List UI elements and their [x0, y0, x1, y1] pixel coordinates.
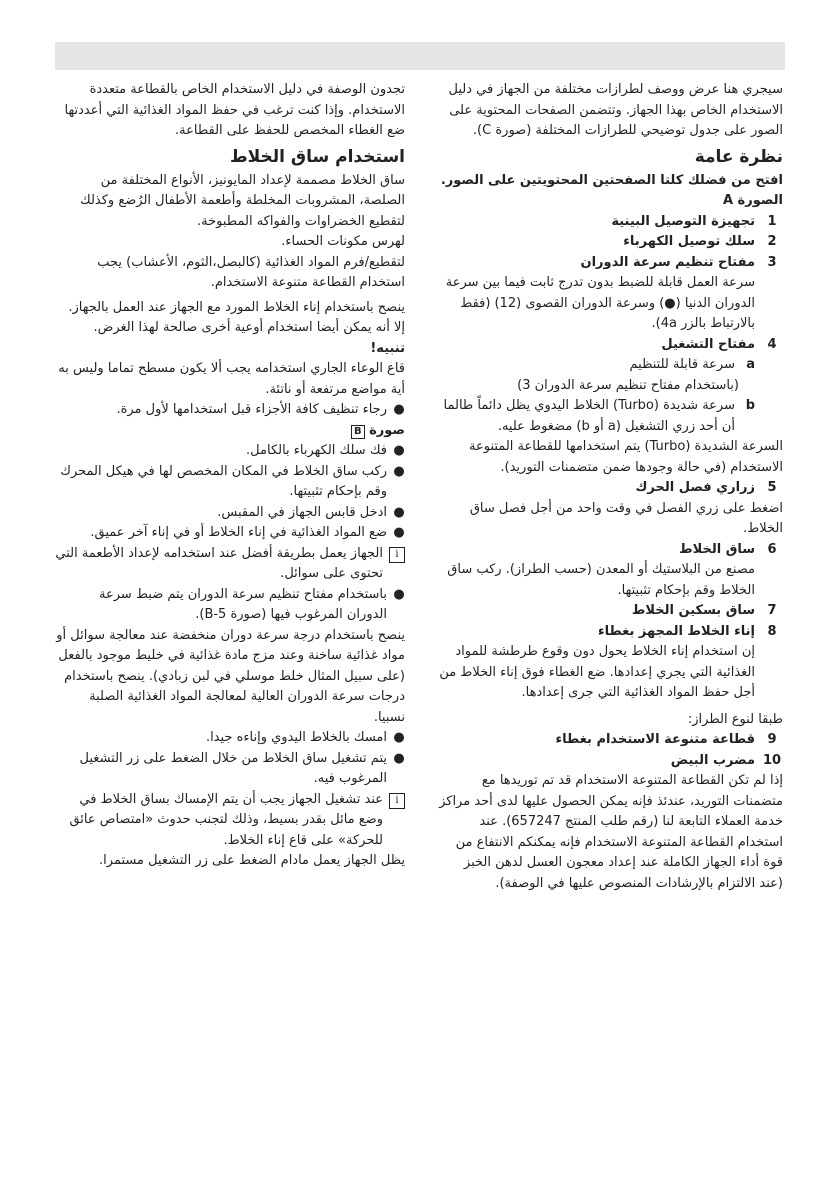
item-description: إن استخدام إناء الخلاط يحول دون وقوع طرطشة للمواد الغذائية التي يجري إعدادها. ضع الغطاء فوق إناء الخلاط من أجل حفظ المواد الغذائية التي جرى إعدادها. [439, 644, 755, 700]
list-item: 2 سلك توصيل الكهرباء [623, 234, 777, 249]
sub-item-note: (باستخدام مفتاح تنظيم سرعة الدوران 3) [517, 377, 739, 393]
list-item: 9 قطاعة متنوعة الاستخدام بغطاء [555, 732, 777, 747]
header-bar [55, 42, 785, 70]
figure-label: الصورة A [722, 193, 783, 208]
list-item: 10 مضرب البيض [670, 752, 782, 768]
warning-title: تنبيه! [370, 340, 405, 356]
info-icon: i [389, 547, 405, 563]
list-item: 4 مفتاح التشغيل [661, 336, 777, 352]
list-item: ● يتم تشغيل ساق الخلاط من خلال الضغط على زر التشغيل المرغوب فيه. [79, 750, 405, 786]
item-description: مصنع من البلاستيك أو المعدن (حسب الطراز). ركب ساق الخلاط وقم بإحكام تثبيتها. [447, 562, 755, 598]
outro-paragraph: إذا لم تكن القطاعة المتنوعة الاستخدام قد تم توريدها مع متضمنات التوريد، عندئذ فإنه يمكن الحصول عليها لدى أحد مراكز خدمة العملاء التابعة لنا (رقم طلب المنتج 657247). عند استخدام القطاعة المتنوعة الاستخدام فإنه يمكنكم الانتفاع من قوة أداء الجهاز الكاملة عند إعداد معجون العسل لدهن الخبز (عند الالتزام بالإرشادات المنصوص عليها في الوصفة). [439, 773, 783, 891]
list-item: 3 مفتاح تنظيم سرعة الدوران [580, 254, 777, 270]
list-item: ● ضع المواد الغذائية في إناء الخلاط أو في إناء آخر عميق. [90, 525, 405, 540]
paragraph: لتقطيع/فرم المواد الغذائية (كالبصل،الثوم، الأعشاب) يجب استخدام القطاعة متنوعة الاستخدام. [97, 254, 405, 290]
item-description: سرعة العمل قابلة للضبط بدون تدرج ثابت فيما بين سرعة الدوران الدنيا (●) وسرعة الدوران القصوى (12) (فقط بالارتباط بالزر 4a). [445, 275, 755, 331]
list-item: ● باستخدام مفتاح تنظيم سرعة الدوران يتم ضبط سرعة الدوران المرغوب فيها (صورة B-5). [99, 586, 405, 622]
right-column [438, 80, 783, 894]
paragraph: ينصح باستخدام إناء الخلاط المورد مع الجهاز عند العمل بالجهاز. إلا أنه يمكن أيضا استخدام أوعية أخرى صالحة لهذا الغرض. [68, 299, 405, 335]
left-column [55, 80, 405, 872]
list-item: 5 زراري فصل الحرك [635, 480, 777, 495]
list-item: 1 تجهيزة التوصيل البينية [611, 213, 777, 229]
info-icon: i [389, 793, 405, 809]
by-model-label: طبقا لنوع الطراز: [687, 711, 783, 727]
figure-label: صورة B [55, 421, 405, 442]
list-item: 7 ساق بسكين الخلاط [631, 603, 777, 618]
info-note: i عند تشغيل الجهاز يجب أن يتم الإمساك بساق الخلاط في وضع مائل بقدر بسيط، وذلك لتجنب حدوث «امتصاص عائق للحركة» على قاع إناء الخلاط. [55, 790, 405, 852]
list-item: ● رجاء تنظيف كافة الأجزاء قبل استخدامها لأول مرة. [116, 402, 405, 417]
sub-item: a سرعة قابلة للتنظيم [629, 357, 755, 372]
info-note: i الجهاز يعمل بطريقة أفضل عند استخدامه لإعداد الأطعمة التي تحتوى على سوائل. [55, 544, 405, 585]
item-description: السرعة الشديدة (Turbo) يتم استخدامها للقطاعة المتنوعة الاستخدام (في حالة وجودها ضمن متضمنات التوريد). [469, 439, 783, 475]
warning-text: قاع الوعاء الجاري استخدامه يجب ألا يكون مسطح تماما وليس به أية مواضع مرتفعة أو ناتئة. [58, 361, 405, 397]
item-description: اضغط على زري الفصل في وقت واحد من أجل فصل ساق الخلاط. [469, 500, 783, 536]
list-item: ● امسك بالخلاط اليدوي وإناءه جيدا. [205, 730, 405, 745]
intro-paragraph: سيجري هنا عرض ووصف لطرازات مختلفة من الجهاز في دليل الاستخدام الخاص بهذا الجهاز. وتتضمن الصفحات المحتوية على الصور على جدول توضيحي للطرازات المختلفة (صورة C). [448, 82, 783, 138]
speed-note: ينصح باستخدام درجة سرعة دوران منخفضة عند معالجة سوائل أو مواد غذائية ساخنة وعند مزج مادة غذائية في خليط موجود بالفعل (على سبيل المثال خلط موسلي في لبن زبادي). ينصح باستخدام درجات سرعة الدوران العالية لمعالجة المواد الغذائية الصلبة نسبيا. [56, 627, 405, 725]
figure-box: B [351, 425, 365, 439]
open-pages-note: افتح من فضلك كلتا الصفحتين المحتويتين على الصور. [440, 172, 783, 188]
outro-paragraph: يظل الجهاز يعمل مادام الضغط على زر التشغيل مستمرا. [99, 853, 405, 868]
list-item: ● فك سلك الكهرباء بالكامل. [246, 443, 405, 458]
intro-paragraph: تجدون الوصفة في دليل الاستخدام الخاص بالقطاعة متعددة الاستخدام. وإذا كنت ترغب في حفظ المواد الغذائية التي أعددتها ضع الغطاء المخصص للحفظ على القطاعة. [64, 82, 405, 138]
list-item: ● ركب ساق الخلاط في المكان المخصص لها في هيكل المحرك وقم بإحكام تثبيتها. [60, 463, 405, 499]
list-item: 8 إناء الخلاط المجهز بغطاء [597, 623, 777, 639]
list-item: 6 ساق الخلاط [679, 541, 777, 557]
sub-item: b سرعة شديدة (Turbo) الخلاط اليدوي يظل دائماً طالما أن أحد زري التشغيل (a أو b) مضغوط عليه. [443, 398, 755, 434]
section-heading: استخدام ساق الخلاط [229, 146, 405, 167]
list-item: ● ادخل قابس الجهاز في المقبس. [217, 504, 405, 520]
section-heading: نظرة عامة [694, 146, 783, 167]
paragraph: لهرس مكونات الحساء. [281, 234, 405, 249]
paragraph: ساق الخلاط مصممة لإعداد المايونيز، الأنواع المختلفة من الصلصة، المشروبات المخلطة وأطعمة الأطفال الرُضع وكذلك لتقطيع الخضراوات والفواكه المطبوخة. [79, 172, 405, 229]
